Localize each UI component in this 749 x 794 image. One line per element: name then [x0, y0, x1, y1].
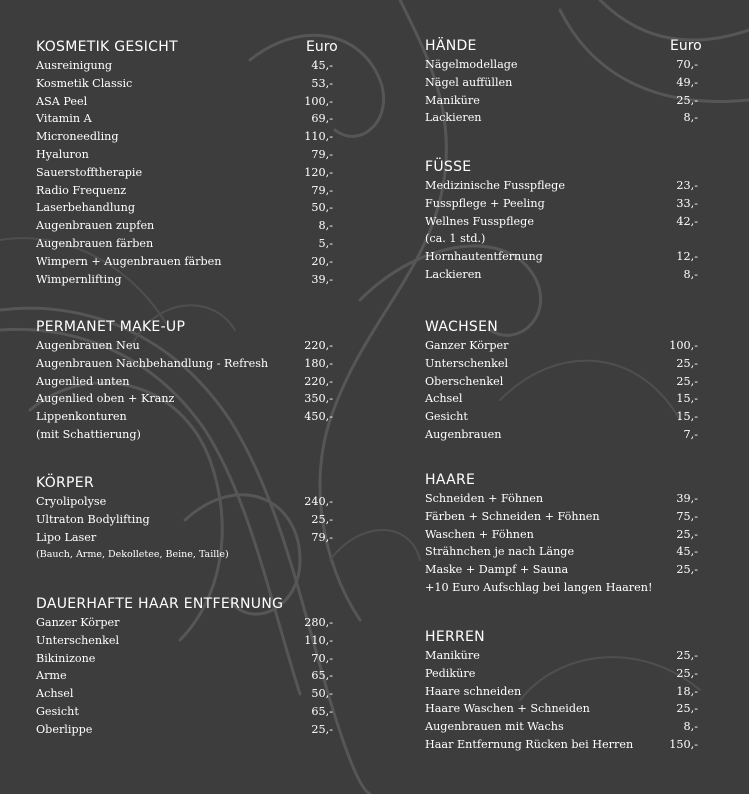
service-name: Fusspflege + Peeling [425, 196, 545, 210]
price-row [36, 75, 333, 93]
price-row [36, 426, 333, 444]
price-row [425, 426, 698, 444]
service-name: Maniküre [425, 649, 480, 662]
service-name: Augenbrauen Nachbehandlung - Refresh [36, 356, 269, 370]
service-price: 100,- [304, 94, 333, 108]
section-title: KÖRPER [36, 475, 94, 491]
service-name: Haare Waschen + Schneiden [425, 702, 590, 716]
service-price: 150,- [669, 737, 698, 751]
service-price: 33,- [676, 196, 698, 210]
price-row [36, 217, 333, 235]
section-title: PERMANET MAKE-UP [36, 319, 186, 335]
service-price: 25,- [311, 512, 333, 526]
price-row [36, 721, 333, 739]
service-price: 50,- [311, 201, 333, 215]
service-price: 20,- [311, 254, 333, 268]
service-name: Unterschenkel [425, 356, 509, 370]
section-dauerhafte-haar-entfernung [36, 595, 333, 739]
service-price: 49,- [676, 75, 698, 89]
price-row [425, 373, 698, 391]
price-row [425, 543, 698, 561]
price-row [36, 146, 333, 164]
service-name: Oberlippe [36, 722, 93, 736]
service-price: 75,- [676, 509, 698, 523]
price-row [425, 508, 698, 526]
price-row [425, 92, 698, 110]
price-row [425, 56, 698, 74]
service-price: 65,- [311, 669, 333, 683]
service-price: 23,- [676, 179, 698, 192]
service-price: 350,- [304, 392, 333, 406]
price-list [36, 493, 333, 564]
price-row [36, 511, 333, 529]
service-name: Cryolipolyse [36, 495, 107, 508]
price-row [425, 526, 698, 544]
service-price: 50,- [311, 687, 333, 701]
price-row [36, 529, 333, 547]
price-row [36, 614, 333, 632]
price-row [425, 579, 698, 597]
price-row [425, 665, 698, 683]
price-row [425, 177, 698, 195]
price-list [425, 647, 698, 754]
price-row [425, 700, 698, 718]
service-price: 5,- [318, 236, 333, 250]
service-name: Unterschenkel [36, 633, 120, 647]
service-name: Waschen + Föhnen [425, 527, 534, 541]
price-row [425, 718, 698, 736]
service-price: 450,- [304, 410, 333, 424]
service-price: 53,- [311, 76, 333, 90]
price-row [425, 355, 698, 373]
service-price: 25,- [676, 563, 698, 577]
service-name: Schneiden + Föhnen [425, 492, 544, 505]
service-price: 8,- [318, 219, 333, 233]
service-name: Haare schneiden [425, 684, 522, 698]
service-name: Kosmetik Classic [36, 76, 133, 90]
service-name: Augenbrauen Neu [36, 339, 140, 352]
service-price: 7,- [683, 427, 698, 441]
price-row [36, 493, 333, 511]
service-name: Radio Frequenz [36, 183, 127, 197]
service-name: Arme [36, 669, 67, 683]
price-list [36, 614, 333, 739]
price-row [36, 667, 333, 685]
price-row [36, 128, 333, 146]
service-price: 65,- [311, 704, 333, 718]
service-price: 8,- [683, 720, 698, 734]
price-row [425, 736, 698, 754]
price-row [36, 110, 333, 128]
price-list [425, 490, 698, 597]
service-name: Achsel [425, 392, 463, 406]
price-row [425, 248, 698, 266]
service-price: 280,- [304, 616, 333, 629]
service-name: Augenlied unten [36, 374, 130, 388]
price-row [36, 373, 333, 391]
service-name: Augenbrauen mit Wachs [425, 720, 564, 734]
price-row [36, 408, 333, 426]
service-name: +10 Euro Aufschlag bei langen Haaren! [425, 580, 653, 594]
section-title: HERREN [425, 629, 485, 645]
service-name: Maniküre [425, 93, 480, 107]
service-name: Laserbehandlung [36, 201, 135, 215]
section-title: WACHSEN [425, 319, 499, 335]
service-name: Wimpernlifting [36, 272, 122, 286]
service-name: Nägel auffüllen [425, 75, 513, 89]
service-name: Augenlied oben + Kranz [36, 392, 175, 406]
service-price: 180,- [304, 356, 333, 370]
service-price: 25,- [676, 527, 698, 541]
price-row [36, 253, 333, 271]
price-row [36, 164, 333, 182]
service-price: 45,- [311, 59, 333, 72]
service-name: Maske + Dampf + Sauna [425, 563, 569, 577]
service-name: Bikinizone [36, 651, 96, 665]
currency-label: Euro [306, 39, 338, 55]
service-name: Vitamin A [36, 112, 92, 126]
price-row [425, 647, 698, 665]
service-name: Ganzer Körper [36, 616, 120, 629]
service-name: Nägelmodellage [425, 58, 518, 71]
section-hände [425, 37, 702, 127]
service-name: Strähnchen je nach Länge [425, 545, 575, 559]
service-name: Lipo Laser [36, 530, 97, 544]
service-name: Wimpern + Augenbrauen färben [36, 254, 222, 268]
price-row [36, 632, 333, 650]
service-price: 25,- [676, 702, 698, 716]
section-permanet-make-up [36, 318, 333, 444]
service-price: 25,- [311, 722, 333, 736]
service-price: 110,- [304, 633, 333, 647]
service-price: 15,- [676, 410, 698, 424]
service-price: 25,- [676, 374, 698, 388]
service-price: 8,- [683, 267, 698, 281]
price-row [36, 57, 333, 75]
service-name: Augenbrauen [425, 427, 502, 441]
service-name: Färben + Schneiden + Föhnen [425, 509, 600, 523]
service-name: Lackieren [425, 111, 482, 125]
price-row [425, 109, 698, 127]
service-name: Gesicht [36, 704, 79, 718]
service-price: 220,- [304, 339, 333, 352]
service-name: Medizinische Fusspflege [425, 179, 565, 192]
service-name: Achsel [36, 687, 74, 701]
service-name: Pediküre [425, 666, 476, 680]
service-price: 100,- [669, 339, 698, 352]
price-row [36, 235, 333, 253]
service-name: Augenbrauen färben [36, 236, 154, 250]
currency-label: Euro [670, 38, 702, 54]
price-list [425, 56, 698, 127]
price-row [425, 683, 698, 701]
service-name: Sauerstofftherapie [36, 165, 143, 179]
price-row [425, 390, 698, 408]
price-list [425, 337, 698, 444]
service-name: Oberschenkel [425, 374, 504, 388]
service-price: 69,- [311, 112, 333, 126]
price-row [425, 337, 698, 355]
service-price: 220,- [304, 374, 333, 388]
service-name: Lackieren [425, 267, 482, 281]
service-name: (mit Schattierung) [36, 427, 141, 441]
price-row [36, 546, 333, 564]
section-füsse [425, 158, 698, 284]
service-name: (ca. 1 std.) [425, 232, 486, 246]
service-name: Microneedling [36, 130, 119, 144]
service-price: 25,- [676, 649, 698, 662]
section-kosmetik-gesicht [36, 38, 338, 288]
price-row [425, 74, 698, 92]
price-row [425, 561, 698, 579]
service-price: 45,- [676, 545, 698, 559]
price-row [36, 703, 333, 721]
price-list [425, 177, 698, 284]
service-price: 79,- [311, 530, 333, 544]
service-price: 15,- [676, 392, 698, 406]
service-name: Haar Entfernung Rücken bei Herren [425, 737, 634, 751]
service-name: Gesicht [425, 410, 468, 424]
price-row [36, 355, 333, 373]
service-price: 110,- [304, 130, 333, 144]
service-price: 39,- [311, 272, 333, 286]
service-price: 240,- [304, 495, 333, 508]
service-price: 25,- [676, 356, 698, 370]
service-name: Augenbrauen zupfen [36, 219, 155, 233]
price-row [36, 650, 333, 668]
service-price: 70,- [676, 58, 698, 71]
service-price: 25,- [676, 93, 698, 107]
price-row [36, 93, 333, 111]
section-title: HAARE [425, 472, 476, 488]
service-price: 120,- [304, 165, 333, 179]
service-price: 25,- [676, 666, 698, 680]
price-list [36, 57, 333, 288]
service-name: Lippenkonturen [36, 410, 127, 424]
price-row [425, 213, 698, 231]
section-wachsen [425, 318, 698, 444]
service-price: 39,- [676, 492, 698, 505]
section-herren [425, 628, 698, 754]
section-title: FÜSSE [425, 159, 472, 175]
service-name: Ganzer Körper [425, 339, 509, 352]
service-price: 70,- [311, 651, 333, 665]
price-row [425, 490, 698, 508]
service-name: Ultraton Bodylifting [36, 512, 150, 526]
price-row [36, 685, 333, 703]
price-row [36, 182, 333, 200]
service-price: 12,- [676, 250, 698, 264]
service-price: 42,- [676, 214, 698, 228]
service-name: Hornhautentfernung [425, 250, 543, 264]
price-row [36, 390, 333, 408]
service-price: 79,- [311, 183, 333, 197]
service-name: Hyaluron [36, 147, 89, 161]
service-name: ASA Peel [36, 94, 88, 108]
price-row [425, 195, 698, 213]
service-price: 8,- [683, 111, 698, 125]
section-körper [36, 474, 333, 564]
price-row [36, 337, 333, 355]
service-name: (Bauch, Arme, Dekolletee, Beine, Taille) [36, 549, 229, 561]
service-name: Wellnes Fusspflege [425, 214, 534, 228]
service-name: Ausreinigung [36, 59, 113, 72]
price-row [425, 230, 698, 248]
section-title: DAUERHAFTE HAAR ENTFERNUNG [36, 596, 284, 612]
price-row [36, 199, 333, 217]
service-price: 18,- [676, 684, 698, 698]
section-title: KOSMETIK GESICHT [36, 39, 178, 55]
section-title: HÄNDE [425, 38, 477, 54]
section-haare [425, 471, 698, 597]
service-price: 79,- [311, 147, 333, 161]
price-row [36, 271, 333, 289]
price-row [425, 266, 698, 284]
price-list [36, 337, 333, 444]
price-row [425, 408, 698, 426]
